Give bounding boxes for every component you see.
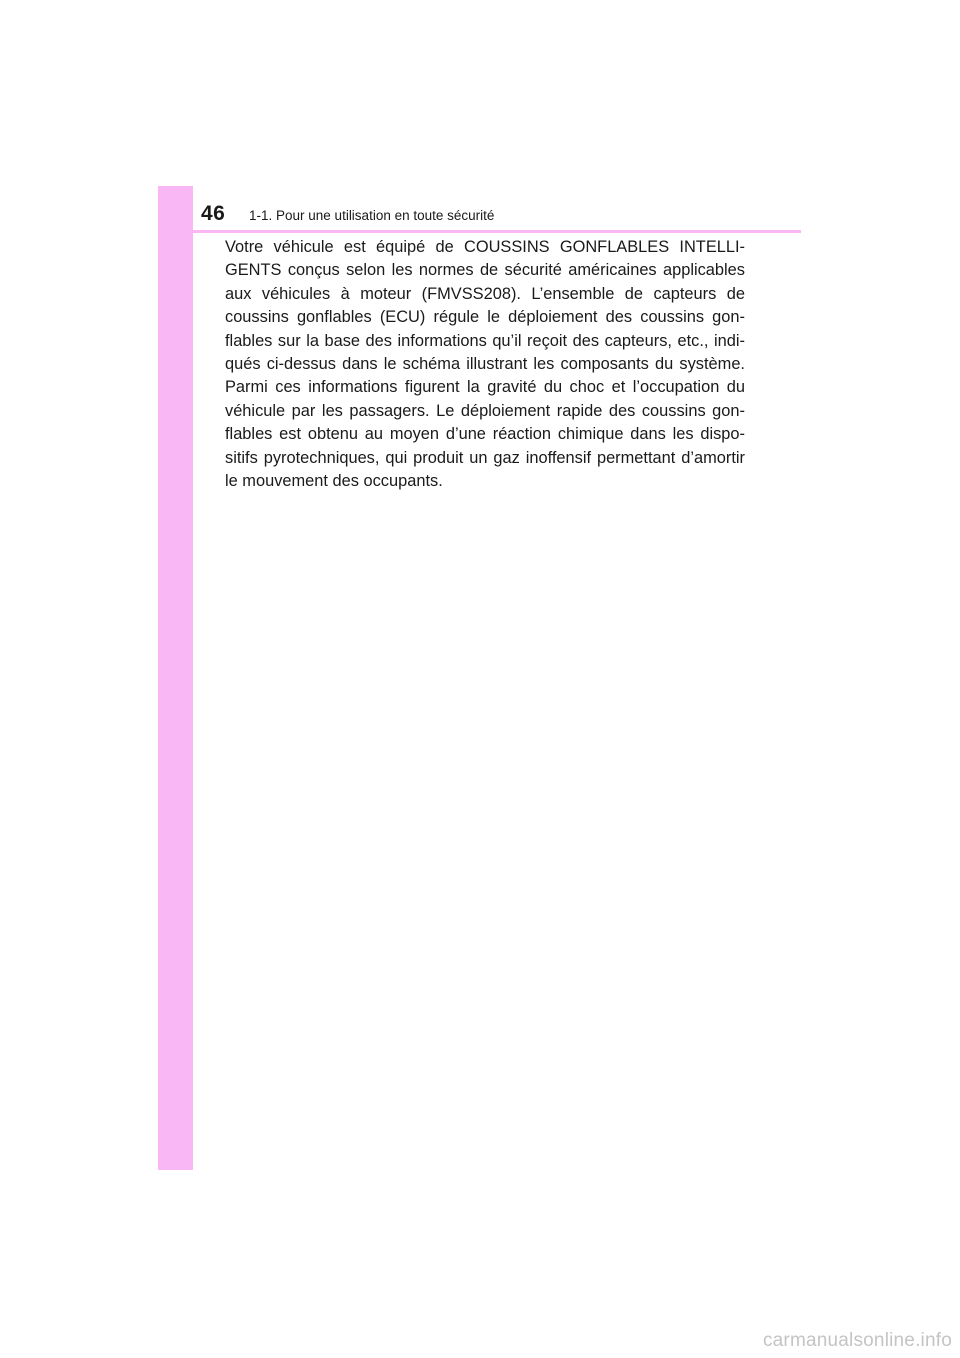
side-color-band [158, 186, 193, 1170]
section-title: 1-1. Pour une utilisation en toute sécurité [249, 208, 495, 223]
page-number: 46 [201, 202, 226, 225]
watermark: carmanualsonline.info [762, 1330, 952, 1351]
body-paragraph: Votre véhicule est équipé de COUSSINS GONFLABLES INTELLI-GENTS conçus selon les normes de sécurité américaines applicables aux véhicules à moteur (FMVSS208). L’ensemble de capteurs de coussins gonflables (ECU) régule le déploiement des coussins gon-flables sur la base des informations qu’il reçoit des capteurs, etc., indi-qués ci-dessus dans le schéma illustrant les composants du système. Parmi ces informations figurent la gravité du choc et l’occupation du véhicule par les passagers. Le déploiement rapide des coussins gon-flables est obtenu au moyen d’une réaction chimique dans les dispo-sitifs pyrotechniques, qui produit un gaz inoffensif permettant d’amortir le mouvement des occupants. [225, 238, 745, 491]
header-rule [158, 230, 801, 233]
